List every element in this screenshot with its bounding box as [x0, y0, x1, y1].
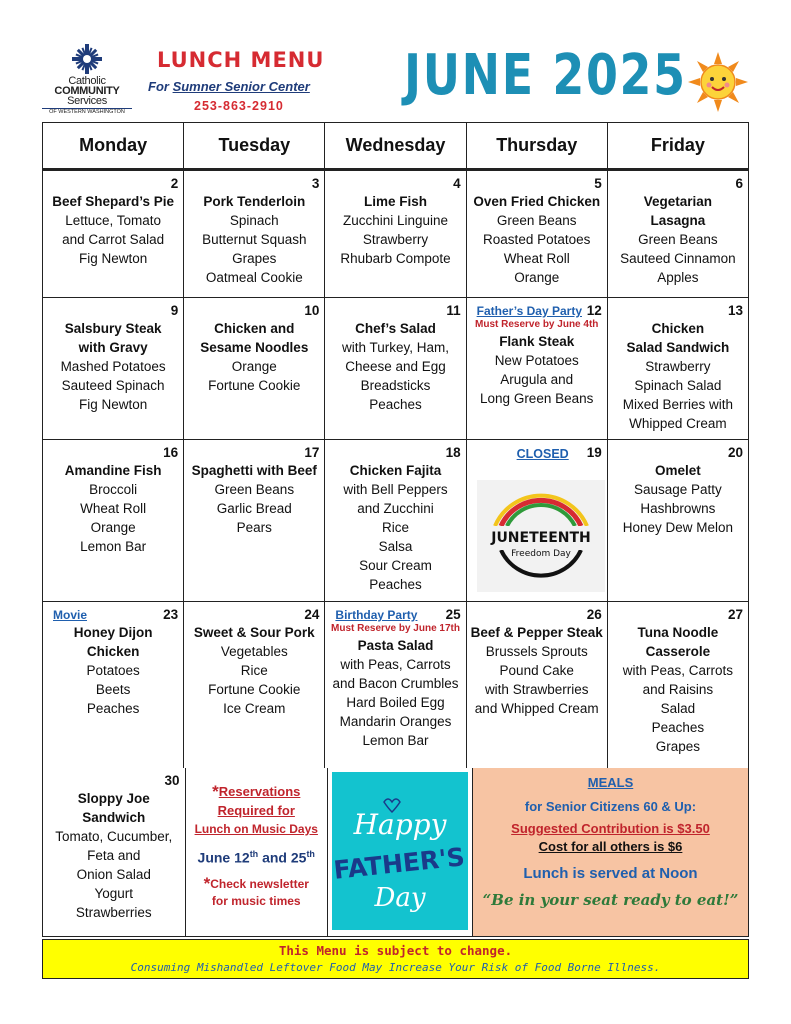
day-cell-13	[608, 298, 748, 439]
check-line-1: Check newsletter	[210, 876, 309, 891]
side-item: Mandarin Oranges	[339, 714, 452, 729]
entree-line: Flank Steak	[499, 334, 575, 349]
day-number: 12	[586, 303, 602, 318]
side-item: Honey Dew Melon	[622, 520, 734, 535]
side-item: New Potatoes	[494, 353, 579, 368]
footer-notice	[42, 939, 749, 979]
meals-eligibility: for Senior Citizens 60 & Up:	[524, 799, 697, 814]
logo-line-3: Services	[67, 95, 107, 107]
side-item: Sauteed Spinach	[61, 378, 165, 393]
reservation-deadline: Must Reserve by June 4th	[475, 319, 599, 330]
day-cell-25	[325, 602, 466, 768]
reservations-line-2: Required for	[217, 803, 295, 818]
side-item: Pound Cake	[499, 663, 574, 678]
day-number: 5	[594, 176, 602, 191]
entree-line: Beef & Pepper Steak	[470, 625, 603, 640]
entree-line: Beef Shepard’s Pie	[52, 194, 174, 209]
day-cell-11	[325, 298, 466, 439]
side-item: Sausage Patty	[634, 482, 722, 497]
day-number: 6	[735, 176, 744, 191]
side-item: Peaches	[651, 720, 705, 735]
day-number: 24	[304, 607, 320, 622]
footer-line-1: This Menu is subject to change.	[278, 943, 513, 958]
side-item: Peaches	[369, 577, 422, 592]
day-cell-9	[43, 298, 184, 439]
day-number: 23	[163, 607, 179, 622]
entree-line: with Gravy	[78, 340, 148, 355]
week-row-4	[43, 602, 748, 768]
juneteenth-graphic	[477, 480, 605, 592]
day-cell-17	[184, 440, 325, 601]
side-item: with Strawberries	[484, 682, 589, 697]
entree-line: Pasta Salad	[357, 638, 434, 653]
side-item: Long Green Beans	[480, 391, 594, 406]
day-cell-27	[608, 602, 748, 768]
day-number: 17	[304, 445, 320, 460]
side-item: Salad	[660, 701, 696, 716]
day-cell-16	[43, 440, 184, 601]
day-cell-30	[43, 768, 186, 936]
side-item: Mashed Potatoes	[60, 359, 166, 374]
side-item: Brussels Sprouts	[485, 644, 588, 659]
side-item: Arugula and	[500, 372, 574, 387]
reservation-deadline: Must Reserve by June 17th	[331, 623, 460, 634]
side-item: with Bell Peppers	[343, 482, 448, 497]
day-cell-3	[184, 171, 325, 297]
day-cell-12	[467, 298, 608, 439]
side-item: and Carrot Salad	[62, 232, 165, 247]
entree-line: Sloppy Joe	[77, 791, 150, 806]
side-item: Zucchini Linguine	[342, 213, 449, 228]
side-item: Spinach Salad	[634, 378, 722, 393]
day-number: 4	[453, 176, 461, 191]
side-item: Lemon Bar	[80, 539, 147, 554]
reservations-line-3: Lunch on Music Days	[194, 822, 318, 836]
side-item: Onion Salad	[76, 867, 151, 882]
day-number: 20	[727, 445, 744, 460]
event-label: Birthday Party	[335, 608, 418, 622]
event-label: Movie	[53, 608, 88, 622]
week-row-5	[43, 768, 748, 936]
day-number: 13	[727, 303, 744, 318]
ccs-cross-icon	[70, 42, 104, 76]
event-label: Father’s Day Party	[476, 304, 582, 318]
day-number: 26	[586, 607, 602, 622]
meals-title: MEALS	[587, 775, 634, 790]
side-item: Grapes	[655, 739, 701, 754]
side-item: Fortune Cookie	[208, 378, 301, 393]
entree-line: Chicken Fajita	[349, 463, 442, 478]
side-item: Garlic Bread	[216, 501, 292, 516]
week-row-3	[43, 440, 748, 602]
center-name: Sumner Senior Center	[172, 79, 310, 94]
logo-line-1: Catholic	[68, 75, 106, 87]
day-header-wednesday: Wednesday	[325, 123, 466, 168]
entree-line: Chicken and	[214, 321, 295, 336]
day-number: 11	[446, 303, 461, 318]
day-cell-24	[184, 602, 325, 768]
reservations-note	[186, 768, 329, 936]
svg-text:JUNETEENTH: JUNETEENTH	[490, 530, 591, 546]
juneteenth-badge	[477, 480, 605, 592]
music-dates: June 12th and 25th	[197, 849, 315, 866]
side-item: Green Beans	[496, 213, 577, 228]
entree-line: Chicken	[86, 644, 140, 659]
for-prefix: For	[148, 79, 173, 94]
side-item: Green Beans	[638, 232, 718, 247]
entree-line: Lasagna	[650, 213, 706, 228]
side-item: Orange	[90, 520, 136, 535]
check-line-2: for music times	[211, 893, 301, 908]
side-item: Sour Cream	[359, 558, 432, 573]
day-header-tuesday: Tuesday	[184, 123, 325, 168]
side-item: Pears	[236, 520, 272, 535]
day-cell-10	[184, 298, 325, 439]
month-title: JUNE 2025	[404, 43, 687, 108]
day-number: 25	[445, 607, 461, 622]
day-header-thursday: Thursday	[467, 123, 608, 168]
side-item: Strawberry	[362, 232, 429, 247]
side-item: Orange	[231, 359, 277, 374]
day-number: 10	[304, 303, 320, 318]
entree-line: Honey Dijon	[73, 625, 153, 640]
side-item: Ice Cream	[223, 701, 286, 716]
meals-quote: “Be in your seat ready to eat!”	[482, 891, 739, 909]
side-item: Strawberries	[75, 905, 152, 920]
side-item: Mixed Berries with	[622, 397, 734, 412]
day-cell-2	[43, 171, 184, 297]
entree-line: Vegetarian	[643, 194, 713, 209]
reservations-line-1: Reservations	[218, 784, 301, 799]
sun-icon	[688, 52, 748, 112]
entree-line: Sandwich	[82, 810, 146, 825]
side-item: Wheat Roll	[503, 251, 570, 266]
side-item: Rice	[382, 520, 410, 535]
day-cell-6	[608, 171, 748, 297]
side-item: Tomato, Cucumber,	[55, 829, 173, 844]
entree-line: Sweet & Sour Pork	[193, 625, 315, 640]
side-item: Feta and	[87, 848, 141, 863]
week-row-2	[43, 298, 748, 440]
svg-text:Day: Day	[374, 883, 426, 913]
side-item: Grapes	[232, 251, 277, 266]
side-item: Breadsticks	[360, 378, 431, 393]
day-cell-23	[43, 602, 184, 768]
entree-line: Lime Fish	[364, 194, 428, 209]
side-item: Cheese and Egg	[345, 359, 446, 374]
entree-line: Casserole	[645, 644, 711, 659]
asterisk: *	[203, 873, 211, 893]
side-item: Broccoli	[89, 482, 138, 497]
day-header-monday: Monday	[43, 123, 184, 168]
day-number: 18	[445, 445, 461, 460]
svg-text:Freedom Day: Freedom Day	[510, 549, 571, 559]
side-item: Sauteed Cinnamon	[620, 251, 736, 266]
side-item: Peaches	[86, 701, 140, 716]
menu-calendar	[42, 122, 749, 937]
meals-cost-others: Cost for all others is $6	[538, 839, 683, 854]
day-number: 19	[586, 445, 602, 460]
side-item: with Turkey, Ham,	[341, 340, 450, 355]
side-item: Strawberry	[645, 359, 711, 374]
center-line	[148, 79, 310, 94]
svg-text:FATHER'S: FATHER'S	[332, 842, 467, 885]
phone-number: 253-863-2910	[194, 99, 284, 113]
day-cell-19	[467, 440, 608, 601]
day-number: 27	[727, 607, 744, 622]
side-item: Apples	[657, 270, 699, 285]
meals-info	[473, 768, 748, 936]
fathers-day-lettering	[332, 772, 468, 930]
side-item: Yogurt	[94, 886, 134, 901]
meals-suggested-contribution: Suggested Contribution is $3.50	[511, 821, 710, 836]
day-cell-20	[608, 440, 748, 601]
side-item: and Whipped Cream	[474, 701, 599, 716]
side-item: with Peas, Carrots	[340, 657, 451, 672]
closed-label: CLOSED	[516, 447, 569, 461]
side-item: Fortune Cookie	[208, 682, 301, 697]
side-item: Lemon Bar	[362, 733, 429, 748]
side-item: Wheat Roll	[80, 501, 147, 516]
side-item: Roasted Potatoes	[483, 232, 591, 247]
side-item: Lettuce, Tomato	[65, 213, 161, 228]
entree-line: Tuna Noodle	[637, 625, 719, 640]
side-item: Butternut Squash	[202, 232, 307, 247]
day-cell-26	[467, 602, 608, 768]
day-number: 16	[163, 445, 179, 460]
entree-line: Sesame Noodles	[200, 340, 309, 355]
day-number: 9	[170, 303, 179, 318]
fathers-day-image	[332, 772, 468, 930]
entree-line: Chicken	[651, 321, 705, 336]
svg-text:Happy: Happy	[353, 808, 447, 841]
side-item: Fig Newton	[78, 251, 148, 266]
side-item: with Peas, Carrots	[622, 663, 734, 678]
entree-line: Spaghetti with Beef	[191, 463, 317, 478]
entree-line: Oven Fried Chicken	[473, 194, 601, 209]
side-item: Beets	[95, 682, 131, 697]
side-item: Salsa	[378, 539, 413, 554]
entree-line: Salsbury Steak	[64, 321, 162, 336]
side-item: Potatoes	[86, 663, 140, 678]
entree-line: Salad Sandwich	[626, 340, 730, 355]
logo	[42, 42, 132, 122]
week-row-1	[43, 171, 748, 298]
asterisk: *	[212, 782, 219, 801]
entree-line: Pork Tenderloin	[203, 194, 306, 209]
side-item: Green Beans	[214, 482, 295, 497]
menu-title: LUNCH MENU	[157, 48, 325, 72]
side-item: and Zucchini	[357, 501, 434, 516]
side-item: and Raisins	[642, 682, 714, 697]
side-item: Rice	[240, 663, 268, 678]
side-item: Orange	[514, 270, 560, 285]
logo-subtitle: OF WESTERN WASHINGTON	[42, 108, 132, 116]
fathers-day-graphic	[328, 768, 473, 936]
side-item: Peaches	[369, 397, 422, 412]
weekday-header-row	[43, 123, 748, 171]
entree-line: Omelet	[655, 463, 701, 478]
day-number: 30	[164, 773, 180, 788]
side-item: Spinach	[229, 213, 279, 228]
side-item: Vegetables	[220, 644, 288, 659]
side-item: Hard Boiled Egg	[346, 695, 445, 710]
footer-line-2: Consuming Mishandled Leftover Food May Increase Your Risk of Food Borne Illness.	[130, 961, 661, 974]
day-cell-5	[467, 171, 608, 297]
side-item: Hashbrowns	[640, 501, 716, 516]
side-item: and Bacon Crumbles	[332, 676, 459, 691]
day-number: 2	[170, 176, 179, 191]
day-cell-18	[325, 440, 466, 601]
logo-line-2: COMMUNITY	[54, 85, 120, 97]
side-item: Fig Newton	[78, 397, 148, 412]
meals-served-time: Lunch is served at Noon	[523, 865, 698, 882]
entree-line: Chef’s Salad	[355, 321, 436, 336]
day-cell-4	[325, 171, 466, 297]
side-item: Rhubarb Compote	[340, 251, 451, 266]
day-header-friday: Friday	[650, 135, 705, 155]
side-item: Oatmeal Cookie	[205, 270, 303, 285]
side-item: Whipped Cream	[629, 416, 727, 431]
entree-line: Amandine Fish	[64, 463, 162, 478]
day-number: 3	[311, 176, 320, 191]
